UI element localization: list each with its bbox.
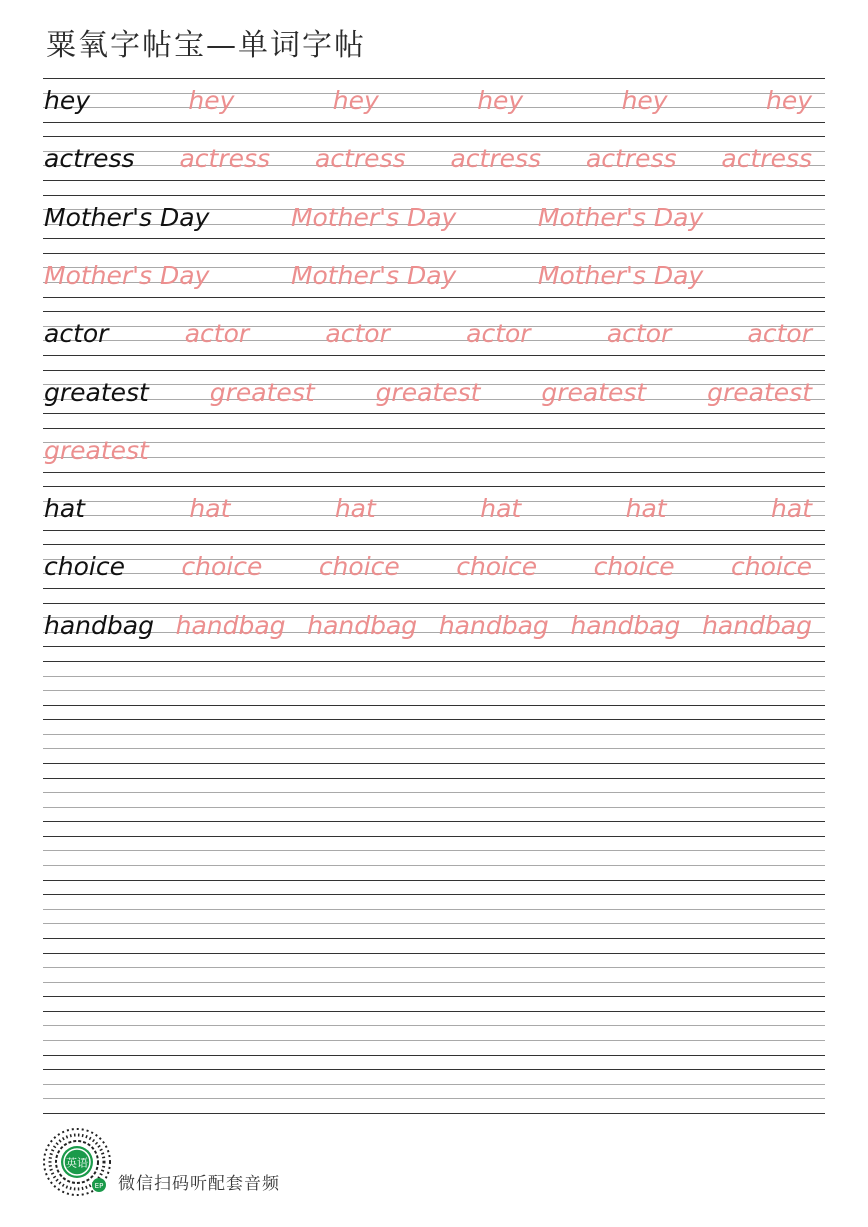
ruled-line bbox=[43, 340, 825, 341]
trace-word: hey bbox=[477, 86, 524, 115]
trace-word: actress bbox=[450, 144, 542, 174]
ruled-line bbox=[43, 180, 825, 181]
trace-word: choice bbox=[318, 552, 400, 582]
ruled-line bbox=[43, 370, 825, 371]
ruled-line bbox=[43, 646, 825, 647]
ruled-line bbox=[43, 778, 825, 779]
ruled-line bbox=[43, 734, 825, 735]
trace-word: handbag bbox=[702, 610, 812, 640]
ruled-line bbox=[43, 807, 825, 808]
ruled-line bbox=[43, 93, 825, 94]
trace-word: Mother's Day bbox=[290, 260, 457, 290]
trace-word: actress bbox=[721, 144, 812, 174]
trace-word: greatest bbox=[375, 377, 481, 407]
ruled-line bbox=[43, 472, 825, 473]
trace-word: actor bbox=[184, 319, 250, 349]
ruled-line bbox=[43, 195, 825, 196]
trace-word: hey bbox=[332, 86, 379, 115]
model-word: hey bbox=[44, 86, 91, 115]
ruled-line bbox=[43, 894, 825, 895]
ruled-line bbox=[43, 1011, 825, 1012]
ruled-line bbox=[43, 821, 825, 822]
ruled-line bbox=[43, 1069, 825, 1070]
trace-word: greatest bbox=[44, 435, 149, 465]
trace-word: Mother's Day bbox=[290, 202, 457, 232]
ruled-line bbox=[43, 107, 825, 108]
badge-text: 英语 bbox=[66, 1156, 88, 1170]
ruled-line bbox=[43, 923, 825, 924]
ruled-line bbox=[43, 763, 825, 764]
ruled-line bbox=[43, 165, 825, 166]
trace-word: Mother's Day bbox=[537, 202, 704, 232]
trace-word: actor bbox=[747, 319, 812, 349]
trace-word: actress bbox=[314, 144, 406, 174]
ruled-line bbox=[43, 967, 825, 968]
ruled-line bbox=[43, 442, 825, 443]
model-word: actor bbox=[44, 319, 109, 349]
trace-word: greatest bbox=[707, 377, 812, 407]
ruled-line bbox=[43, 311, 825, 312]
ruled-line bbox=[43, 297, 825, 298]
ruled-line bbox=[43, 486, 825, 487]
ruled-line bbox=[43, 909, 825, 910]
model-word: greatest bbox=[44, 377, 149, 407]
ruled-line bbox=[43, 982, 825, 983]
ruled-line bbox=[43, 836, 825, 837]
ruled-line bbox=[43, 1084, 825, 1085]
ruled-line bbox=[43, 1113, 825, 1114]
ruled-line bbox=[43, 78, 825, 79]
trace-word: hat bbox=[771, 494, 812, 524]
trace-word: actress bbox=[179, 144, 271, 174]
ruled-line bbox=[43, 326, 825, 327]
model-word: choice bbox=[44, 552, 125, 582]
ruled-line bbox=[43, 588, 825, 589]
ruled-line bbox=[43, 1040, 825, 1041]
ruled-line bbox=[43, 690, 825, 691]
ruled-line bbox=[43, 238, 825, 239]
ruled-line bbox=[43, 428, 825, 429]
trace-word: greatest bbox=[541, 377, 647, 407]
trace-word: hat bbox=[189, 494, 231, 524]
ruled-line bbox=[43, 792, 825, 793]
ruled-line bbox=[43, 151, 825, 152]
ruled-line bbox=[43, 1098, 825, 1099]
ruled-line bbox=[43, 530, 825, 531]
model-word: Mother's Day bbox=[44, 202, 210, 232]
trace-word: actor bbox=[606, 319, 672, 349]
ruled-line bbox=[43, 996, 825, 997]
trace-word: handbag bbox=[570, 610, 681, 640]
trace-word: choice bbox=[731, 552, 812, 582]
ruled-line bbox=[43, 515, 825, 516]
trace-word: handbag bbox=[438, 610, 549, 640]
trace-word: Mother's Day bbox=[44, 260, 210, 290]
ruled-line bbox=[43, 544, 825, 545]
trace-word: choice bbox=[181, 552, 263, 582]
ruled-line bbox=[43, 1025, 825, 1026]
model-word: actress bbox=[44, 144, 135, 174]
ruled-line bbox=[43, 953, 825, 954]
trace-word: actor bbox=[325, 319, 390, 349]
ruled-line bbox=[43, 850, 825, 851]
trace-word: greatest bbox=[209, 377, 315, 407]
model-word: hat bbox=[44, 494, 85, 524]
trace-word: hat bbox=[480, 494, 522, 524]
footer-caption: 微信扫码听配套音频 bbox=[118, 1174, 280, 1194]
model-word: handbag bbox=[44, 610, 154, 640]
trace-word: hey bbox=[621, 86, 668, 115]
trace-word: actor bbox=[466, 319, 531, 349]
trace-word: Mother's Day bbox=[537, 260, 704, 290]
trace-word: hey bbox=[765, 86, 812, 115]
trace-word: choice bbox=[456, 552, 538, 582]
ruled-line bbox=[43, 865, 825, 866]
ruled-line bbox=[43, 938, 825, 939]
ruled-line bbox=[43, 457, 825, 458]
ruled-line bbox=[43, 136, 825, 137]
ruled-line bbox=[43, 559, 825, 560]
trace-word: hat bbox=[334, 494, 376, 524]
trace-word: hey bbox=[188, 86, 235, 115]
page-title: 粟氧字帖宝—单词字帖 bbox=[46, 28, 366, 63]
qr-code-icon bbox=[42, 1127, 112, 1197]
ruled-line bbox=[43, 603, 825, 604]
ruled-line bbox=[43, 355, 825, 356]
trace-word: actress bbox=[585, 144, 677, 174]
ruled-line bbox=[43, 661, 825, 662]
ruled-line bbox=[43, 748, 825, 749]
ruled-line bbox=[43, 122, 825, 123]
badge-subtext: EP bbox=[94, 1182, 104, 1190]
ruled-line bbox=[43, 880, 825, 881]
trace-word: handbag bbox=[175, 610, 286, 640]
trace-word: handbag bbox=[307, 610, 418, 640]
ruled-line bbox=[43, 573, 825, 574]
ruled-line bbox=[43, 253, 825, 254]
ruled-line bbox=[43, 719, 825, 720]
trace-word: choice bbox=[593, 552, 675, 582]
ruled-line bbox=[43, 413, 825, 414]
ruled-line bbox=[43, 1055, 825, 1056]
ruled-line bbox=[43, 676, 825, 677]
ruled-line bbox=[43, 501, 825, 502]
ruled-line bbox=[43, 705, 825, 706]
trace-word: hat bbox=[625, 494, 667, 524]
